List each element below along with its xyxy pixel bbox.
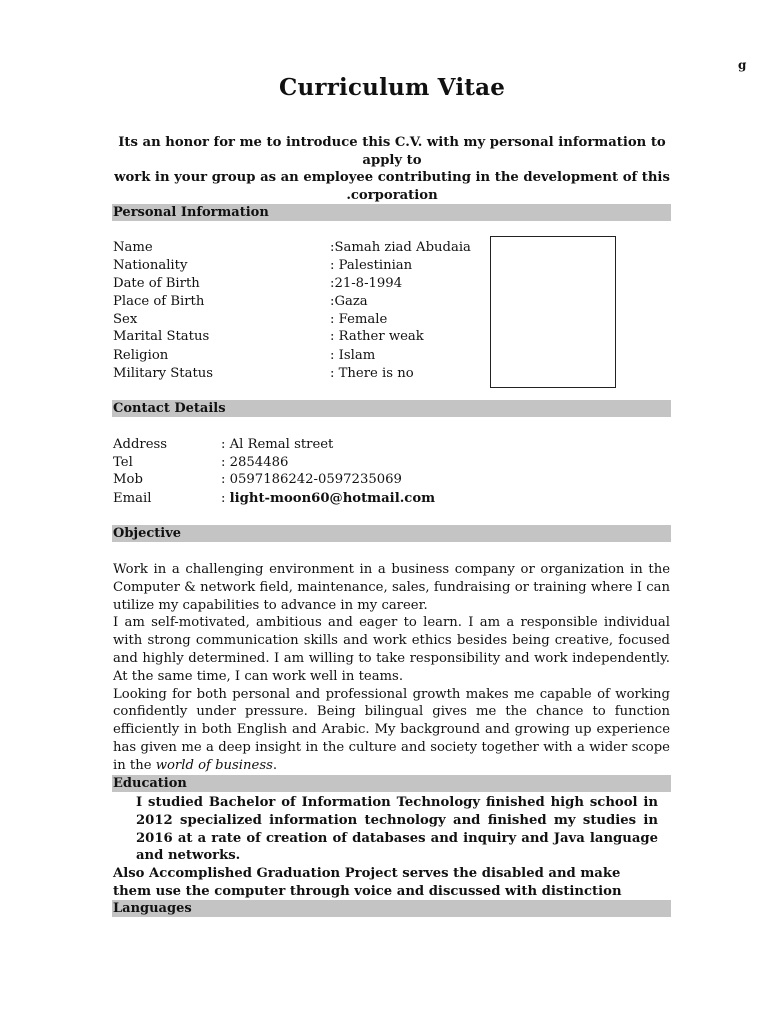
field-value: :Samah ziad Abudaia xyxy=(330,240,471,255)
field-label: Tel xyxy=(113,455,133,470)
personal-row xyxy=(113,347,376,365)
field-label: Nationality xyxy=(113,258,188,273)
field-label: Name xyxy=(113,240,153,255)
field-value: : Al Remal street xyxy=(221,437,334,452)
italic-phrase: world of business xyxy=(155,757,273,773)
field-label: Marital Status xyxy=(113,329,210,344)
contact-row-address xyxy=(113,436,334,454)
intro-line-1: Its an honor for me to introduce this C.V. with my personal information to apply to xyxy=(118,135,666,168)
email-link[interactable]: light-moon60@hotmail.com xyxy=(229,491,436,506)
field-label: Religion xyxy=(113,348,169,363)
education-text xyxy=(113,794,658,901)
field-colon: : xyxy=(221,491,230,506)
languages-heading: Languages xyxy=(112,900,671,917)
field-value: : Female xyxy=(330,312,388,327)
personal-row xyxy=(113,311,388,329)
corner-mark: g xyxy=(738,58,747,72)
field-value: :Gaza xyxy=(330,294,368,309)
objective-paragraph-1: Work in a challenging environment in a business company or organization in the Computer & network field, maintenance, sales, fundraising or training where I can utilize my capabilities to advance in my career. xyxy=(113,562,670,613)
field-value: : 2854486 xyxy=(221,455,289,470)
field-label: Email xyxy=(113,491,152,506)
intro-text xyxy=(112,134,672,204)
field-label: Sex xyxy=(113,312,138,327)
objective-text xyxy=(113,561,670,775)
intro-line-2: work in your group as an employee contributing in the development of this xyxy=(114,170,670,185)
contact-details-heading: Contact Details xyxy=(112,400,671,417)
personal-row xyxy=(113,239,471,257)
education-paragraph-2: Also Accomplished Graduation Project serves the disabled and make them use the computer through voice and discussed with distinction xyxy=(113,866,622,899)
contact-row-tel xyxy=(113,454,289,472)
field-value: : 0597186242-0597235069 xyxy=(221,472,402,487)
personal-row xyxy=(113,365,414,383)
photo-placeholder xyxy=(490,236,616,388)
field-label: Address xyxy=(113,437,168,452)
field-value: : There is no xyxy=(330,366,414,381)
field-value: : Palestinian xyxy=(330,258,413,273)
intro-line-3: .corporation xyxy=(346,187,438,203)
personal-row xyxy=(113,275,403,293)
objective-paragraph-2: I am self-motivated, ambitious and eager to learn. I am a responsible individual with strong communication skills and work ethics besides being creative, focused and highly determined. I am willing to take responsibility and work independently. At the same time, I can work well in teams. xyxy=(113,615,670,684)
objective-heading: Objective xyxy=(112,525,671,542)
field-value: : Rather weak xyxy=(330,329,424,344)
contact-row-email xyxy=(113,490,436,508)
field-label: Date of Birth xyxy=(113,276,200,291)
personal-row xyxy=(113,328,424,346)
contact-row-mob xyxy=(113,471,402,489)
education-heading: Education xyxy=(112,775,671,792)
personal-info-heading: Personal Information xyxy=(112,204,671,221)
objective-paragraph-3: Looking for both personal and professional growth makes me capable of working confidently under pressure. Being bilingual gives me the chance to function efficiently in both English and Arabic. My background and growing up experience has given me a deep insight in the culture and society together with a wider scope in the world of business. xyxy=(113,686,670,773)
personal-row xyxy=(113,293,368,311)
page-title: Curriculum Vitae xyxy=(278,74,506,101)
field-label: Military Status xyxy=(113,366,214,381)
field-value: : Islam xyxy=(330,348,376,363)
personal-row xyxy=(113,257,413,275)
field-value: :21-8-1994 xyxy=(330,276,403,291)
education-paragraph-1: I studied Bachelor of Information Technology finished high school in 2012 specialized information technology and finished my studies in 2016 at a rate of creation of databases and inquiry and Java language and networks. xyxy=(136,795,658,864)
field-label: Mob xyxy=(113,472,143,487)
field-label: Place of Birth xyxy=(113,294,205,309)
